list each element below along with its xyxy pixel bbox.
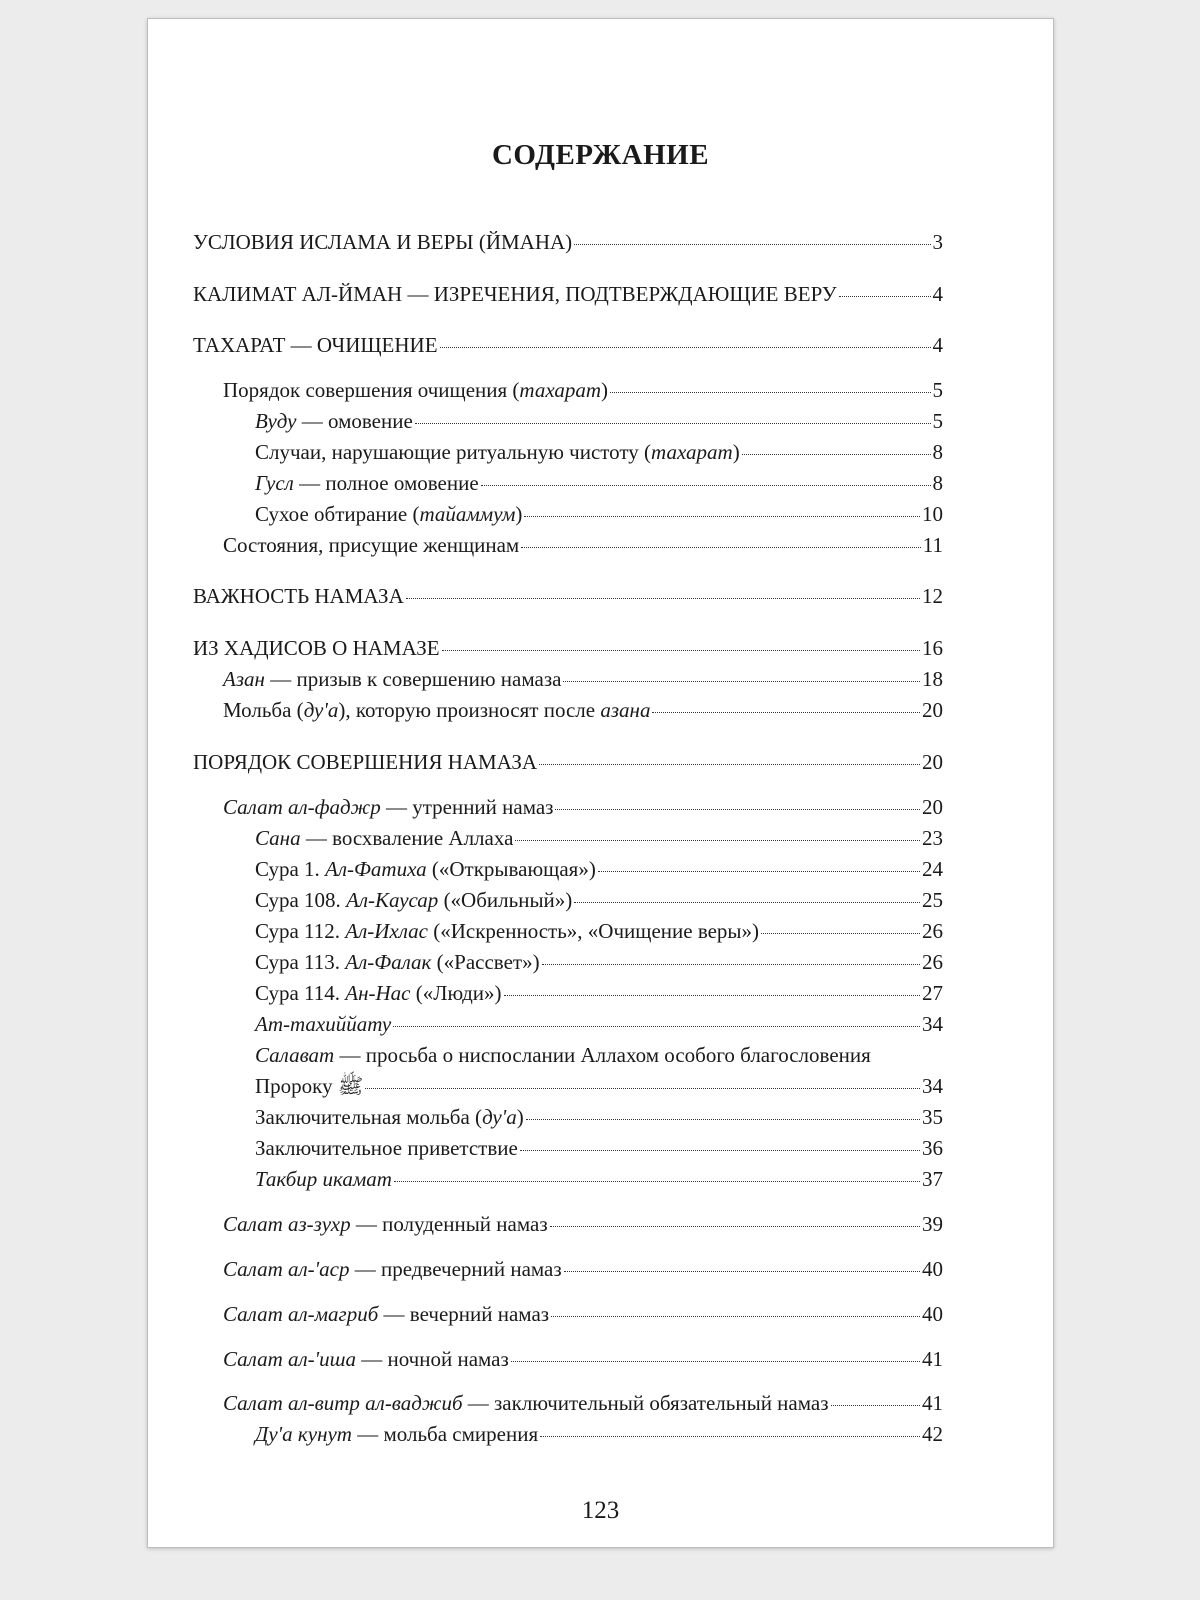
toc-entry-page: 34 <box>922 1074 943 1098</box>
toc-entry <box>255 1166 943 1192</box>
dot-leader <box>551 1316 920 1317</box>
dot-leader <box>742 454 931 455</box>
toc-entry-title: Ду'а кунут — мольба смирения <box>255 1422 539 1446</box>
toc-entry <box>223 697 943 723</box>
toc-entry <box>193 749 943 775</box>
toc-entry-title: ИЗ ХАДИСОВ О НАМАЗЕ <box>193 636 440 660</box>
dot-leader <box>839 296 931 297</box>
dot-leader <box>831 1405 921 1406</box>
toc-entry <box>255 1011 943 1037</box>
dot-leader <box>415 423 931 424</box>
toc-entry-page: 41 <box>922 1391 943 1415</box>
toc-entry <box>255 470 943 496</box>
dot-leader <box>481 485 931 486</box>
toc-entry <box>223 1211 943 1237</box>
dot-leader <box>365 1088 920 1089</box>
toc-entry-title: Салат ал-фаджр — утренний намаз <box>223 795 554 819</box>
toc-entry-page: 8 <box>932 471 943 495</box>
toc-entry-page: 5 <box>932 378 943 402</box>
toc-entry-title: Салат ал-'аср — предвечерний намаз <box>223 1257 562 1281</box>
dot-leader <box>542 964 920 965</box>
toc-entry-page: 18 <box>922 667 943 691</box>
toc-entry-page: 5 <box>932 409 943 433</box>
dot-leader <box>564 1271 920 1272</box>
toc-entry <box>255 501 943 527</box>
dot-leader <box>652 712 920 713</box>
toc-entry-title: Сана — восхваление Аллаха <box>255 826 514 850</box>
toc-entry-title: Гусл — полное омовение <box>255 471 479 495</box>
dot-leader <box>406 598 920 599</box>
toc-entry-page: 35 <box>922 1105 943 1129</box>
dot-leader <box>440 347 931 348</box>
toc-entry-title: Заключительная мольба (ду'а) <box>255 1105 524 1129</box>
toc-entry <box>255 1104 943 1130</box>
toc-entry <box>255 1135 943 1161</box>
dot-leader <box>504 995 920 996</box>
toc-entry-page: 3 <box>932 230 943 254</box>
toc-entry-title: Азан — призыв к совершению намаза <box>223 667 562 691</box>
dot-leader <box>555 809 920 810</box>
page-number: 123 <box>581 1497 620 1524</box>
toc-entry <box>255 918 943 944</box>
toc-entry <box>255 887 943 913</box>
toc-entry-title: Сура 114. Ан-Нас («Люди») <box>255 981 502 1005</box>
dot-leader <box>394 1181 920 1182</box>
toc-entry-title: Сура 113. Ал-Фалак («Рассвет») <box>255 950 540 974</box>
dot-leader <box>574 902 920 903</box>
toc-entry <box>223 1346 943 1372</box>
toc-entry-page: 24 <box>922 857 943 881</box>
toc-entry <box>255 980 943 1006</box>
toc-entry-title: Пророку ﷺ <box>255 1074 364 1098</box>
toc-entry <box>255 1073 943 1099</box>
toc-entry-page: 27 <box>922 981 943 1005</box>
toc-entry <box>223 1256 943 1282</box>
dot-leader <box>761 933 920 934</box>
toc-entry-title: Заключительное приветствие <box>255 1136 518 1160</box>
dot-leader <box>511 1361 920 1362</box>
toc-entry-title: Салават — просьба о ниспослании Аллахом особого благословения <box>255 1043 871 1067</box>
toc-entry <box>255 1421 943 1447</box>
toc-entry-title: ВАЖНОСТЬ НАМАЗА <box>193 584 404 608</box>
dot-leader <box>526 1119 920 1120</box>
dot-leader <box>563 681 920 682</box>
toc-entry-title: ТАХАРАТ — ОЧИЩЕНИЕ <box>193 333 438 357</box>
toc-entry-title: Порядок совершения очищения (тахарат) <box>223 378 609 402</box>
toc-entry-page: 25 <box>922 888 943 912</box>
toc-entry <box>223 532 943 558</box>
toc-entry <box>223 1301 943 1327</box>
dot-leader <box>515 840 920 841</box>
toc-entry-title: Салат ал-магриб — вечерний намаз <box>223 1302 550 1326</box>
toc-entry-page: 20 <box>922 698 943 722</box>
toc-entry-title: УСЛОВИЯ ИСЛАМА И ВЕРЫ (ЙМАНА) <box>193 230 573 254</box>
toc-entry-page: 12 <box>922 584 943 608</box>
dot-leader <box>393 1026 920 1027</box>
toc-entry <box>223 794 943 820</box>
dot-leader <box>520 1150 920 1151</box>
toc-entry <box>255 825 943 851</box>
toc-entry-page: 20 <box>922 750 943 774</box>
toc-entry-page: 10 <box>922 502 943 526</box>
dot-leader <box>610 392 930 393</box>
dot-leader <box>521 547 921 548</box>
toc-entry-title: Сура 112. Ал-Ихлас («Искренность», «Очищение веры») <box>255 919 760 943</box>
toc-entry-title: Сура 108. Ал-Каусар («Обильный») <box>255 888 573 912</box>
toc-entry-title: Мольба (ду'а), которую произносят после азана <box>223 698 651 722</box>
toc-entry <box>255 1042 943 1068</box>
toc-entry-title: Вуду — омовение <box>255 409 413 433</box>
toc-entry-title: Состояния, присущие женщинам <box>223 533 520 557</box>
toc-entry <box>223 377 943 403</box>
toc-entry-title: Сура 1. Ал-Фатиха («Открывающая») <box>255 857 596 881</box>
dot-leader <box>524 516 920 517</box>
book-page <box>147 18 1054 1548</box>
toc-entry <box>193 281 943 307</box>
dot-leader <box>539 764 920 765</box>
toc-entry <box>193 583 943 609</box>
toc-entry-page: 34 <box>922 1012 943 1036</box>
toc-entry <box>193 635 943 661</box>
toc-entry <box>193 332 943 358</box>
dot-leader <box>574 244 930 245</box>
toc-entry-title: ПОРЯДОК СОВЕРШЕНИЯ НАМАЗА <box>193 750 538 774</box>
toc-entry <box>255 408 943 434</box>
toc-entry-title: Случаи, нарушающие ритуальную чистоту (тахарат) <box>255 440 740 464</box>
toc-entry <box>223 666 943 692</box>
toc-entry-page: 16 <box>922 636 943 660</box>
dot-leader <box>598 871 920 872</box>
toc-entry-page: 8 <box>932 440 943 464</box>
page-title: СОДЕРЖАНИЕ <box>491 139 710 171</box>
toc-entry-page: 20 <box>922 795 943 819</box>
toc-entry-page: 4 <box>932 282 943 306</box>
dot-leader <box>550 1226 920 1227</box>
toc-entry <box>255 856 943 882</box>
toc-entry-page: 4 <box>932 333 943 357</box>
toc-entry-page: 26 <box>922 950 943 974</box>
toc-entry-title: Такбир икамат <box>255 1167 392 1191</box>
toc-entry <box>223 1390 943 1416</box>
toc-entry-page: 26 <box>922 919 943 943</box>
dot-leader <box>540 1436 920 1437</box>
toc-entry-page: 39 <box>922 1212 943 1236</box>
toc-entry-title: Салат ал-'иша — ночной намаз <box>223 1347 509 1371</box>
toc-entry-title: Ат-тахиййату <box>255 1012 392 1036</box>
toc-entry-page: 23 <box>922 826 943 850</box>
toc-entry-page: 36 <box>922 1136 943 1160</box>
toc-entry-page: 40 <box>922 1257 943 1281</box>
dot-leader <box>442 650 920 651</box>
toc-entry-page: 41 <box>922 1347 943 1371</box>
toc-entry-page: 37 <box>922 1167 943 1191</box>
toc-entry-page: 40 <box>922 1302 943 1326</box>
toc-entry-page: 11 <box>922 533 943 557</box>
toc-entry <box>255 949 943 975</box>
toc-entry-title: КАЛИМАТ АЛ-ЙМАН — ИЗРЕЧЕНИЯ, ПОДТВЕРЖДАЮЩИЕ ВЕРУ <box>193 282 837 306</box>
toc-entry-page: 42 <box>922 1422 943 1446</box>
toc-entry <box>255 439 943 465</box>
toc-entry-title: Салат аз-зухр — полуденный намаз <box>223 1212 548 1236</box>
toc-entry-title: Салат ал-витр ал-ваджиб — заключительный обязательный намаз <box>223 1391 829 1415</box>
toc-entry <box>193 229 943 255</box>
toc-entry-title: Сухое обтирание (тайаммум) <box>255 502 523 526</box>
